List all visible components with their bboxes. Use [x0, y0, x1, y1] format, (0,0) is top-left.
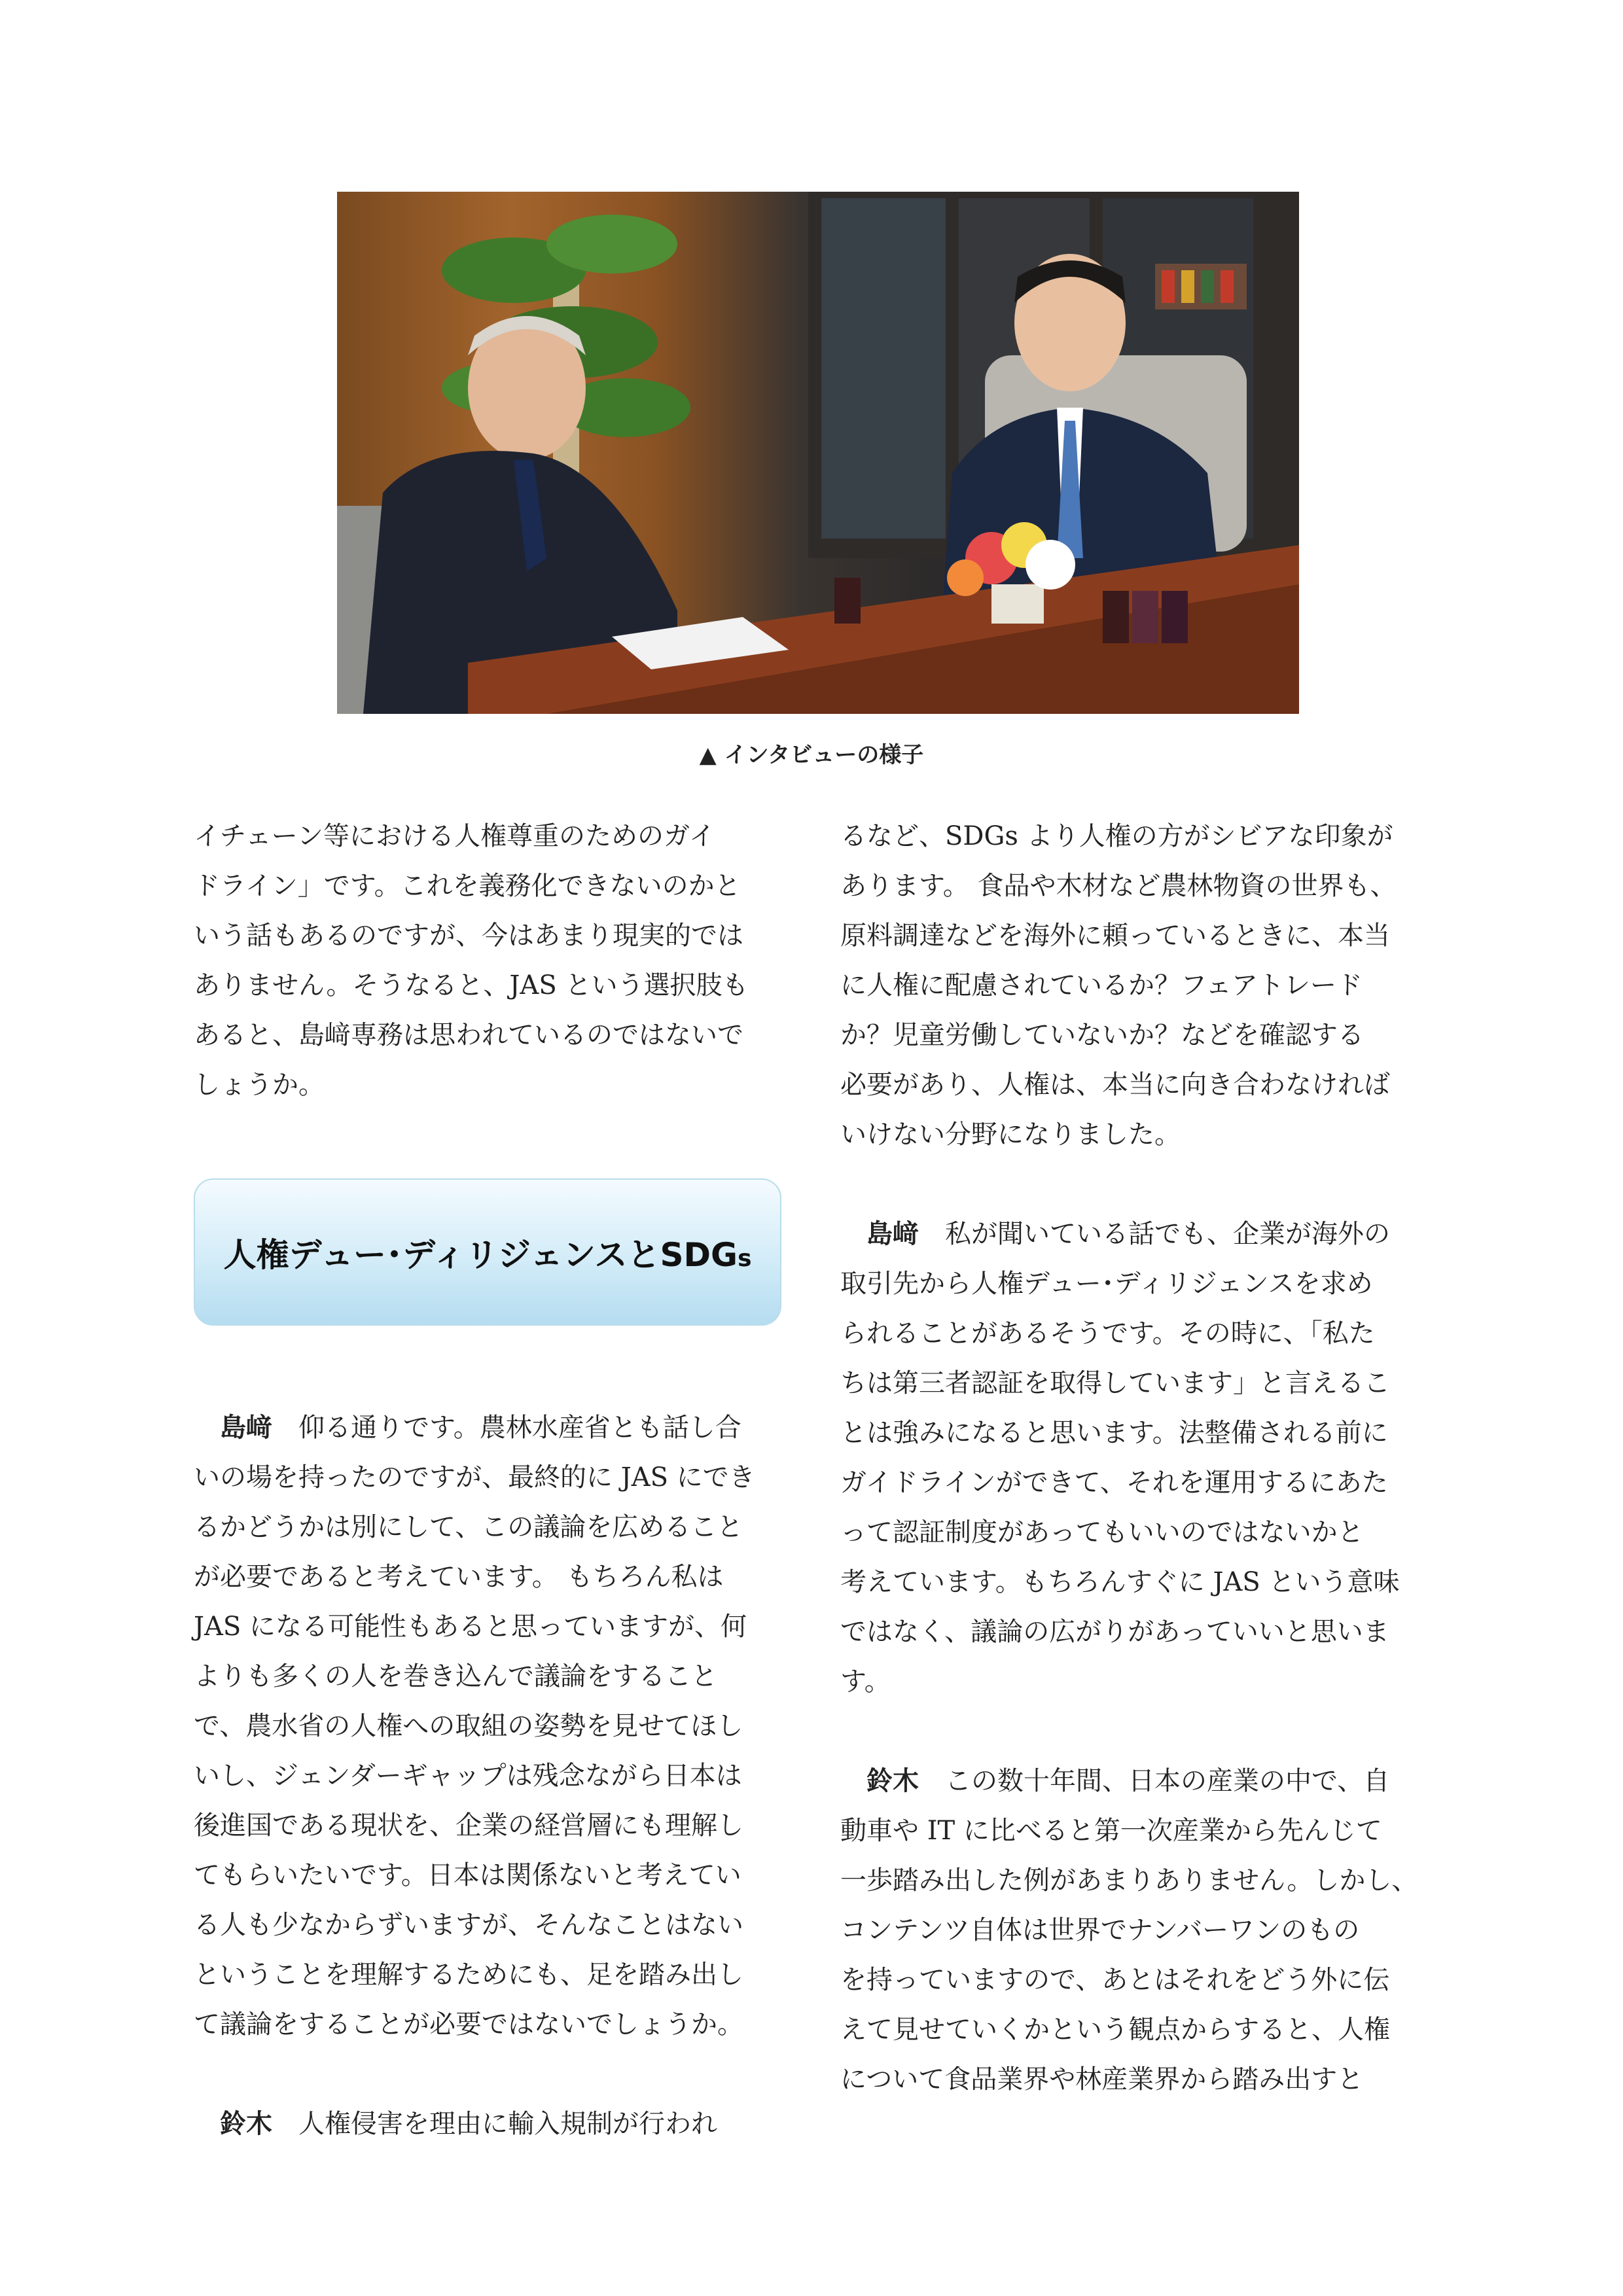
paragraph-gap	[840, 1159, 1429, 1209]
text-line: 考えています。もちろんすぐに JAS という意味	[840, 1567, 1400, 1597]
text-line: について食品業界や林産業界から踏み出すと	[840, 2064, 1364, 2094]
text-line: よりも多くの人を巻き込んで議論をすること	[194, 1661, 717, 1691]
text-span: 私が聞いている話でも、企業が海外の	[945, 1219, 1390, 1249]
text-line: て議論をすることが必要ではないでしょうか。	[194, 2009, 743, 2040]
text-span: この数十年間、日本の産業の中で、自	[945, 1766, 1390, 1796]
text-line: に人権に配慮されているか？フェアトレード	[840, 970, 1363, 1000]
paragraph-first-line	[840, 1209, 1429, 1259]
text-line: 取引先から人権デュー･ディリジェンスを求め	[840, 1269, 1373, 1299]
text-line: ドライン」です。これを義務化できないのかと	[194, 871, 741, 901]
speaker-name: 島﨑	[220, 1413, 272, 1443]
text-span: 仰る通りです。農林水産省とも話し合	[298, 1413, 741, 1443]
text-line: るなど、SDGs より人権の方がシビアな印象が	[840, 821, 1393, 851]
text-span: 人権侵害を理由に輸入規制が行われ	[298, 2109, 717, 2139]
text-line: ありません。そうなると、JAS という選択肢も	[194, 970, 749, 1000]
text-line: 後進国である現状を、企業の経営層にも理解し	[194, 1810, 743, 1841]
text-line: いけない分野になりました。	[840, 1120, 1181, 1150]
section-heading-suffix: s	[738, 1245, 752, 1272]
text-line: えて見せていくかという観点からすると、人権	[840, 2015, 1390, 2045]
photo-caption	[0, 737, 1623, 769]
paragraph-gap	[194, 2049, 783, 2099]
triangle-icon: ▲	[699, 742, 717, 768]
text-line: 必要があり、人権は、本当に向き合わなければ	[840, 1070, 1390, 1100]
section-heading-box	[194, 1178, 781, 1326]
text-line: いし、ジェンダーギャップは残念ながら日本は	[194, 1761, 742, 1791]
text-line: す。	[840, 1667, 891, 1697]
section-heading	[224, 1229, 752, 1276]
text-line: られることがあるそうです。その時に、「私た	[840, 1318, 1375, 1349]
paragraph-first-line	[194, 1403, 783, 1453]
speaker-name: 島﨑	[866, 1219, 919, 1249]
text-line: てもらいたいです。日本は関係ないと考えてい	[194, 1860, 741, 1890]
text-line: しょうか。	[194, 1070, 325, 1100]
text-line: を持っていますので、あとはそれをどう外に伝	[840, 1965, 1390, 1995]
text-line: ガイドラインができて、それを運用するにあた	[840, 1468, 1388, 1498]
text-line: ではなく、議論の広がりがあっていいと思いま	[840, 1617, 1389, 1647]
text-line: ちは第三者認証を取得しています」と言えるこ	[840, 1368, 1390, 1398]
text-line: あると、島﨑専務は思われているのではないで	[194, 1020, 743, 1050]
text-line: イチェーン等における人権尊重のためのガイ	[194, 821, 715, 851]
text-line: 一歩踏み出した例があまりありません。しかし、	[840, 1865, 1418, 1896]
text-line: か？児童労働していないか？などを確認する	[840, 1020, 1364, 1050]
text-line: JAS になる可能性もあると思っていますが、何	[194, 1612, 747, 1642]
interview-photo	[337, 192, 1299, 714]
text-line: る人も少なからずいますが、そんなことはない	[194, 1910, 743, 1940]
speaker-name: 鈴木	[220, 2109, 272, 2139]
text-line: が必要であると考えています。 もちろん私は	[194, 1562, 724, 1592]
text-line: 原料調達などを海外に頼っているときに、本当	[840, 921, 1390, 951]
section-heading-main: 人権デュー･ディリジェンスとSDG	[223, 1235, 738, 1274]
caption-text: インタビューの様子	[724, 742, 924, 768]
right-column	[840, 811, 1429, 2104]
text-line: って認証制度があってもいいのではないかと	[840, 1517, 1364, 1547]
text-line: るかどうかは別にして、この議論を広めること	[194, 1512, 743, 1542]
paragraph-gap	[840, 1706, 1429, 1756]
paragraph-first-line	[194, 2099, 783, 2149]
text-line: ということを理解するためにも、足を踏み出し	[194, 1960, 743, 1990]
text-line: いう話もあるのですが、今はあまり現実的では	[194, 921, 743, 951]
text-line: いの場を持ったのですが、最終的に JAS にでき	[194, 1462, 755, 1492]
text-line: あります。 食品や木材など農林物資の世界も、	[840, 871, 1397, 901]
speaker-name: 鈴木	[866, 1766, 919, 1796]
interview-photo-illustration	[337, 192, 1299, 714]
paragraph-first-line	[840, 1756, 1429, 1806]
text-line: 動車や IT に比べると第一次産業から先んじて	[840, 1816, 1382, 1846]
text-line: とは強みになると思います。法整備される前に	[840, 1418, 1388, 1448]
left-column	[194, 811, 783, 2149]
text-line: で、農水省の人権への取組の姿勢を見せてほし	[194, 1711, 743, 1741]
text-line: コンテンツ自体は世界でナンバーワンのもの	[840, 1915, 1360, 1945]
